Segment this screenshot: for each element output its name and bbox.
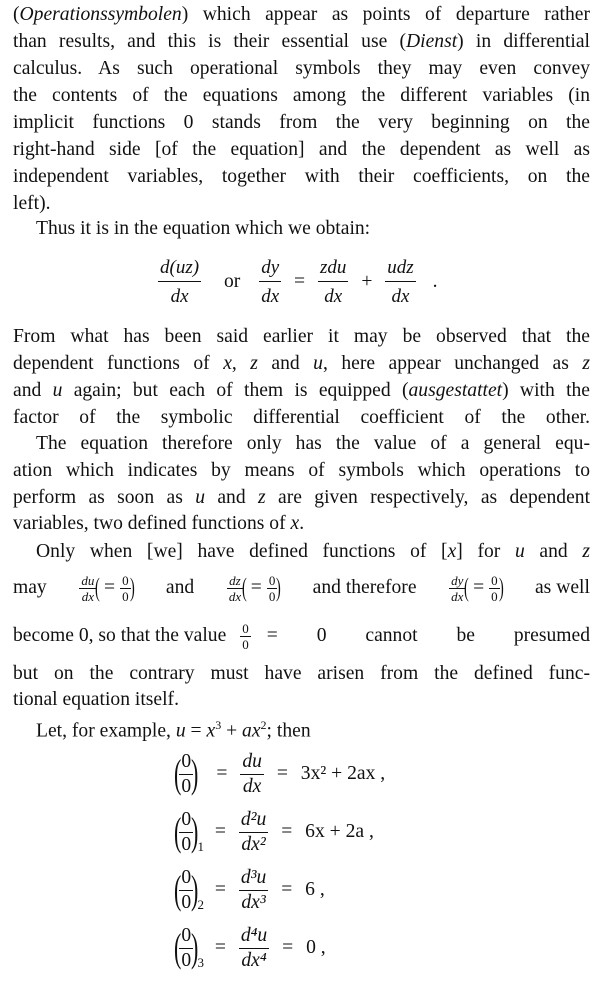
left-paren: (	[95, 573, 101, 602]
numerator: 0	[268, 572, 276, 588]
text-line	[13, 2, 590, 28]
denominator: 0	[181, 891, 192, 913]
display-equation	[158, 258, 438, 306]
numerator: 0	[491, 572, 498, 588]
denominator: dx	[451, 588, 464, 604]
equals-sign: =	[294, 271, 306, 292]
math-var: ax	[242, 720, 261, 742]
equals-sign: =	[282, 937, 294, 959]
equals-sign: =	[214, 879, 226, 901]
right-paren: )	[191, 809, 199, 855]
numerator: d⁴u	[239, 926, 269, 949]
numerator: 0	[122, 572, 129, 588]
right-paren: )	[276, 573, 282, 602]
denominator: dx	[81, 588, 94, 604]
equals-sign: =	[281, 821, 293, 843]
text-line: From what has been said earlier it may be observed that the	[13, 326, 590, 347]
equals-sign: =	[214, 937, 226, 959]
text: ] for	[456, 541, 515, 562]
denominator: dx²	[241, 833, 266, 855]
math-var: x	[290, 513, 300, 534]
fraction	[79, 574, 96, 603]
denominator: dx	[170, 286, 189, 307]
numerator: 0	[179, 810, 193, 833]
text: are given respectively, as dependent	[265, 487, 591, 508]
text-line	[13, 378, 590, 404]
denominator: 0	[268, 588, 276, 604]
fraction	[240, 622, 251, 651]
text-line	[36, 539, 590, 565]
right-paren: )	[191, 925, 199, 971]
numerator: d(uz)	[158, 258, 201, 282]
text: and	[13, 380, 53, 401]
superscript: 3	[215, 718, 222, 732]
right-paren: )	[191, 751, 199, 797]
fraction	[259, 258, 281, 306]
text: ) in differential	[457, 31, 590, 52]
text: .	[299, 513, 305, 534]
fraction	[240, 752, 264, 796]
text: Let, for example,	[36, 720, 176, 742]
superscript: 2	[260, 718, 267, 732]
equals-sign: =	[250, 577, 262, 598]
numerator: du	[81, 572, 95, 588]
text-line	[13, 485, 590, 511]
text-line	[13, 511, 590, 537]
text-line: left).	[13, 193, 51, 214]
text: Only when [we] have defined functions of [	[36, 541, 448, 562]
text: ,	[231, 353, 251, 374]
numerator: dy	[451, 572, 464, 588]
text: and	[205, 487, 259, 508]
text-line: calculus. As such operational symbols they may even convey	[13, 58, 590, 79]
denominator: 0	[181, 775, 192, 797]
numerator: d²u	[239, 810, 268, 833]
fraction	[227, 574, 243, 603]
text-line	[13, 29, 590, 55]
denominator: dx⁴	[241, 949, 267, 971]
math-var: u	[52, 380, 63, 401]
text-line: factor of the symbolic differential coefficient of the other.	[13, 407, 590, 428]
left-paren: (	[464, 573, 470, 602]
text: ) which appear as points of departure rather	[181, 4, 590, 25]
text: variables, two defined functions of	[13, 513, 291, 534]
denominator: dx	[391, 286, 410, 307]
math-var: x	[223, 353, 232, 374]
text-italic: Dienst	[406, 31, 458, 52]
math-var: z	[582, 541, 590, 562]
text: ) with the	[502, 380, 591, 401]
equals-sign: =	[216, 763, 228, 785]
text: (	[13, 4, 20, 25]
numerator: 0	[179, 926, 193, 949]
text: dependent functions of	[13, 353, 224, 374]
numerator: d³u	[239, 868, 268, 891]
equals-sign: =	[473, 577, 485, 598]
text: again; but each of them is equipped (	[62, 380, 409, 401]
fraction	[158, 258, 201, 306]
text: and	[257, 353, 314, 374]
numerator: udz	[385, 258, 415, 282]
text-line: independent variables, together with their coefficients, on the	[13, 166, 590, 187]
equals-sign: =	[276, 763, 288, 785]
rhs-expression: 0 ,	[306, 937, 326, 959]
text: than results, and this is their essential use (	[13, 31, 407, 52]
rhs-expression: 3x² + 2ax ,	[300, 763, 386, 785]
plus-sign: +	[361, 271, 373, 292]
right-paren: )	[498, 573, 504, 602]
subscript: 1	[197, 838, 204, 854]
denominator: dx	[228, 588, 242, 604]
numerator: 0	[179, 868, 193, 891]
numerator: 0	[179, 752, 193, 775]
text-line: Thus it is in the equation which we obtain:	[36, 218, 371, 239]
equation-row	[173, 751, 386, 797]
equation-row	[173, 809, 374, 855]
text: , here appear unchanged as	[322, 353, 583, 374]
denominator: 0	[181, 949, 192, 971]
text-line: ation which indicates by means of symbols which operations to	[13, 460, 590, 481]
denominator: 0	[491, 588, 498, 604]
denominator: dx	[261, 286, 280, 307]
text-italic: Operationssymbolen	[19, 4, 182, 25]
text: =	[185, 720, 207, 742]
math-var: x	[206, 720, 216, 742]
period: .	[432, 271, 438, 292]
fraction	[239, 926, 269, 970]
denominator: dx	[242, 775, 262, 797]
text: and	[524, 541, 583, 562]
math-var: u	[195, 487, 205, 508]
equals-sign: =	[214, 821, 226, 843]
text: as well	[534, 577, 590, 598]
math-var: z	[582, 353, 590, 374]
equals-sign: =	[281, 879, 293, 901]
math-var: x	[447, 541, 457, 562]
denominator: 0	[242, 636, 249, 652]
text: and therefore	[312, 577, 417, 598]
text-italic: ausgestattet	[408, 380, 503, 401]
right-paren: )	[191, 867, 199, 913]
text-line: tional equation itself.	[13, 689, 179, 710]
text-line: The equation therefore only has the value of a general equ-	[36, 433, 590, 454]
text: may	[13, 577, 47, 598]
left-paren: (	[173, 809, 182, 855]
numerator: zdu	[318, 258, 348, 282]
numerator: du	[240, 752, 264, 775]
denominator: dx	[324, 286, 343, 307]
left-paren: (	[173, 867, 182, 913]
text: = 0 cannot be presumed	[266, 625, 590, 646]
equation-row	[173, 867, 325, 913]
fraction	[318, 258, 348, 306]
fraction	[385, 258, 415, 306]
text-line: implicit functions 0 stands from the very beginning on the	[13, 112, 590, 133]
text-line: right-hand side [of the equation] and the dependent as well as	[13, 139, 590, 160]
left-paren: (	[242, 573, 247, 602]
numerator: dz	[227, 574, 243, 589]
or-word: or	[223, 271, 241, 292]
denominator: dx³	[241, 891, 266, 913]
left-paren: (	[173, 925, 182, 971]
fraction	[239, 868, 268, 912]
rhs-expression: 6x + 2a ,	[305, 821, 374, 843]
right-paren: )	[129, 573, 135, 602]
text: and	[165, 577, 195, 598]
fraction	[239, 810, 268, 854]
text: +	[221, 720, 243, 742]
math-var: u	[175, 720, 186, 742]
text: perform as soon as	[13, 487, 196, 508]
text-line: the contents of the equations among the different variables (in	[13, 85, 590, 106]
numerator: 0	[242, 620, 249, 636]
left-paren: (	[173, 751, 182, 797]
math-var: u	[313, 353, 323, 374]
numerator: dy	[259, 258, 281, 282]
math-var: z	[258, 487, 266, 508]
rhs-expression: 6 ,	[305, 879, 325, 901]
text-line	[13, 618, 590, 654]
equation-row	[173, 925, 326, 971]
denominator: 0	[181, 833, 192, 855]
subscript: 2	[197, 896, 204, 912]
text-line	[13, 351, 590, 377]
inline-derivative-dz	[227, 574, 280, 603]
inline-math-line	[13, 566, 590, 610]
math-var: z	[250, 353, 258, 374]
text-line: but on the contrary must have arisen from the defined func-	[13, 663, 590, 684]
text-line	[36, 712, 590, 742]
text: ; then	[266, 720, 311, 742]
subscript: 3	[197, 954, 204, 970]
inline-derivative-dy	[449, 574, 502, 603]
denominator: 0	[122, 588, 129, 604]
equals-sign: =	[104, 577, 116, 598]
inline-derivative-du	[79, 574, 133, 603]
text: become 0, so that the value	[13, 625, 227, 646]
math-var: u	[514, 541, 525, 562]
